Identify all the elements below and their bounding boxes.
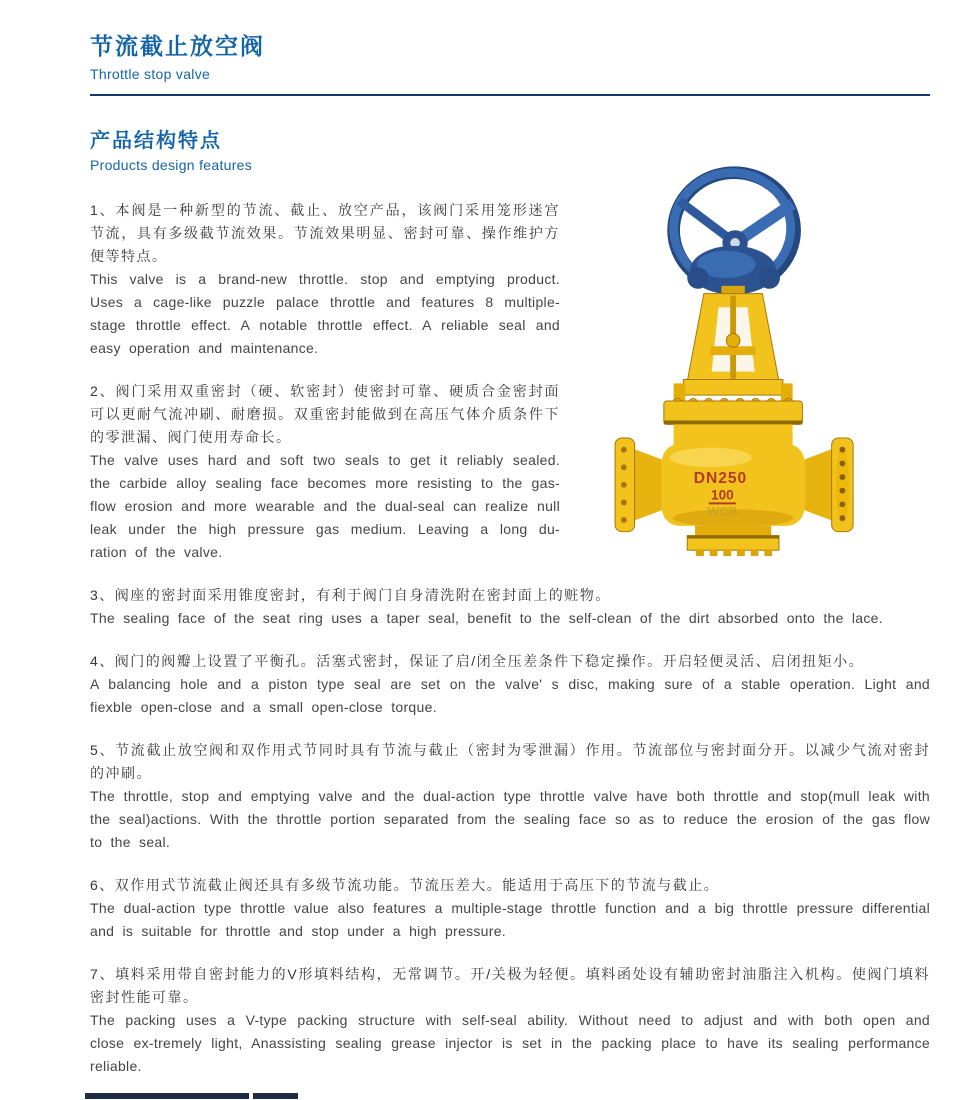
marking-dn: DN250 — [693, 469, 748, 487]
feature-3-en: The sealing face of the seat ring uses a taper seal, benefit to the self-clean of the dirt absorbed onto the lace. — [90, 610, 883, 626]
page-title-zh: 节流截止放空阀 — [90, 33, 265, 59]
feature-2-zh: 2、阀门采用双重密封（硬、软密封）使密封可靠、硬质合金密封面可以更耐气流冲刷、耐磨损。双重密封能做到在高压气体介质条件下的零泄漏、阀门使用寿命长。 — [90, 383, 560, 445]
feature-2-en: The valve uses hard and soft two seals to get it reliably sealed. the carbide alloy sealing face becomes more resisting to the gas-flow erosion and more wearable and the dual-seal can realize null leak under the high pressure gas medium. Leaving a long du-ration of the valve. — [90, 452, 560, 560]
page-title-en: Throttle stop valve — [90, 66, 211, 82]
feature-7-en: The packing uses a V-type packing structure with self-seal ability. Without need to adjust and with both open and close ex-tremely light, Anassisting sealing grease injector is set in the packing place to have its sealing performance reliable. — [90, 1012, 930, 1074]
section-title-zh: 产品结构特点 — [90, 130, 222, 152]
feature-4-en: A balancing hole and a piston type seal are set on the valve' s disc, making sure of a stable operation. Light and fiexble open-close and a small open-close torque. — [90, 676, 930, 715]
feature-5-zh: 5、节流截止放空阀和双作用式节同时具有节流与截止（密封为零泄漏）作用。节流部位与密封面分开。以减少气流对密封的冲刷。 — [90, 742, 930, 781]
valve-bottom-flange — [687, 526, 779, 556]
valve-illustration — [598, 159, 878, 559]
feature-3-zh: 3、阀座的密封面采用锥度密封，有利于阀门自身清洗附在密封面上的赃物。 — [90, 587, 611, 603]
product-photo-valve — [560, 159, 930, 534]
feature-4-zh: 4、阀门的阀瓣上设置了平衡孔。活塞式密封，保证了启/闭全压差条件下稳定操作。开启轻便灵活、启闭扭矩小。 — [90, 653, 865, 669]
feature-paragraph-6 — [90, 874, 930, 943]
feature-7-zh: 7、填料采用带自密封能力的V形填料结构，无常调节。开/关极为轻便。填料函处设有辅助密封油脂注入机构。使阀门填料密封性能可靠。 — [90, 966, 930, 1005]
valve-bonnet — [664, 399, 803, 450]
feature-6-en: The dual-action type throttle value also features a multiple-stage throttle function and a big throttle pressure differential and is suitable for throttle and stop under a high pressure. — [90, 900, 930, 939]
marking-material: WCB — [707, 505, 738, 520]
feature-paragraph-7 — [90, 963, 930, 1078]
marking-pn: 100 — [711, 487, 734, 503]
feature-6-zh: 6、双作用式节流截止阀还具有多级节流功能。节流压差大。能适用于高压下的节流与截止。 — [90, 877, 720, 893]
header-divider — [90, 94, 930, 96]
section-title-en: Products design features — [90, 157, 253, 173]
valve-yoke — [674, 294, 793, 407]
feature-1-zh: 1、本阀是一种新型的节流、截止、放空产品，该阀门采用笼形迷宫节流，具有多级截节流效果。节流效果明显、密封可靠、操作维护方便等特点。 — [90, 202, 560, 264]
feature-paragraph-5 — [90, 739, 930, 854]
valve-gearbox — [687, 246, 780, 298]
feature-1-en: This valve is a brand-new throttle. stop and emptying product. Uses a cage-like puzzle palace throttle and features 8 multiple-stage throttle effect. A notable throttle effect. A reliable seal and easy operation and maintenance. — [90, 271, 560, 356]
footer-bar-long — [85, 1093, 249, 1099]
footer-bar-short — [253, 1093, 298, 1099]
feature-paragraph-4 — [90, 650, 930, 719]
page-header — [90, 28, 930, 96]
feature-5-en: The throttle, stop and emptying valve and the dual-action type throttle valve have both throttle and stop(mull leak with the seal)actions. With the throttle portion separated from the sealing face so as to reduce the erosion of the gas flow to the seal. — [90, 788, 930, 850]
feature-paragraph-3 — [90, 584, 930, 630]
